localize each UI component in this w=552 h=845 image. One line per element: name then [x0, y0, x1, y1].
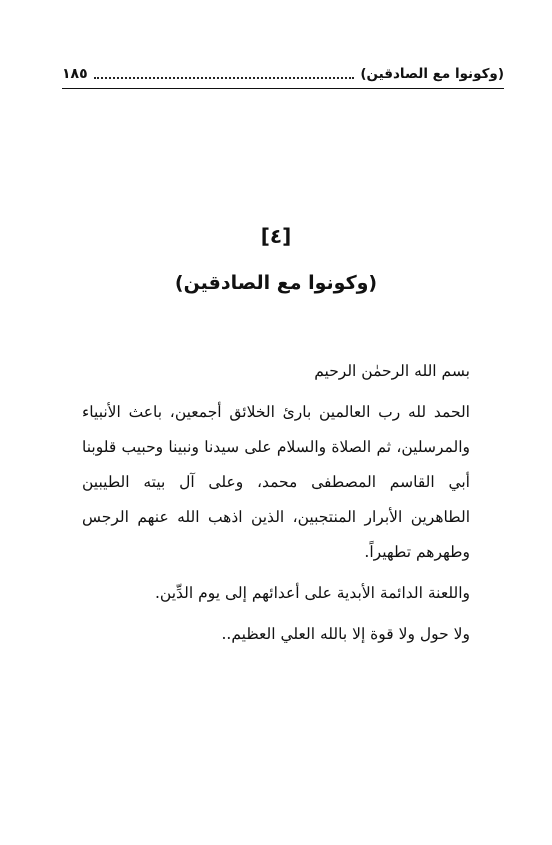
basmala: بسم الله الرحمٰن الرحيم — [314, 362, 470, 380]
page-number: ١٨٥ — [62, 66, 88, 82]
body-text — [82, 354, 470, 652]
paragraph-1: الحمد لله رب العالمين بارئ الخلائق أجمعين، باعث الأنبياء والمرسلين، ثم الصلاة والسلام على سيدنا ونبينا وحبيب قلوبنا أبي القاسم المصطفى محمد، وعلى آل بيته الطيبين الطاهرين الأبرار المنتجبين، الذين اذهب الله عنهم الرجس وطهرهم تطهيراً. — [82, 403, 470, 561]
paragraph-3: ولا حول ولا قوة إلا بالله العلي العظيم.. — [221, 625, 470, 643]
chapter-number: [٤] — [260, 224, 292, 248]
chapter-title: (وكونوا مع الصادقين) — [174, 272, 378, 294]
header-rule — [62, 88, 504, 89]
running-title: (وكونوا مع الصادقين) — [360, 66, 504, 82]
running-header — [62, 62, 504, 86]
leader-dots — [94, 63, 355, 79]
paragraph-2: واللعنة الدائمة الأبدية على أعدائهم إلى يوم الدِّين. — [154, 584, 470, 602]
